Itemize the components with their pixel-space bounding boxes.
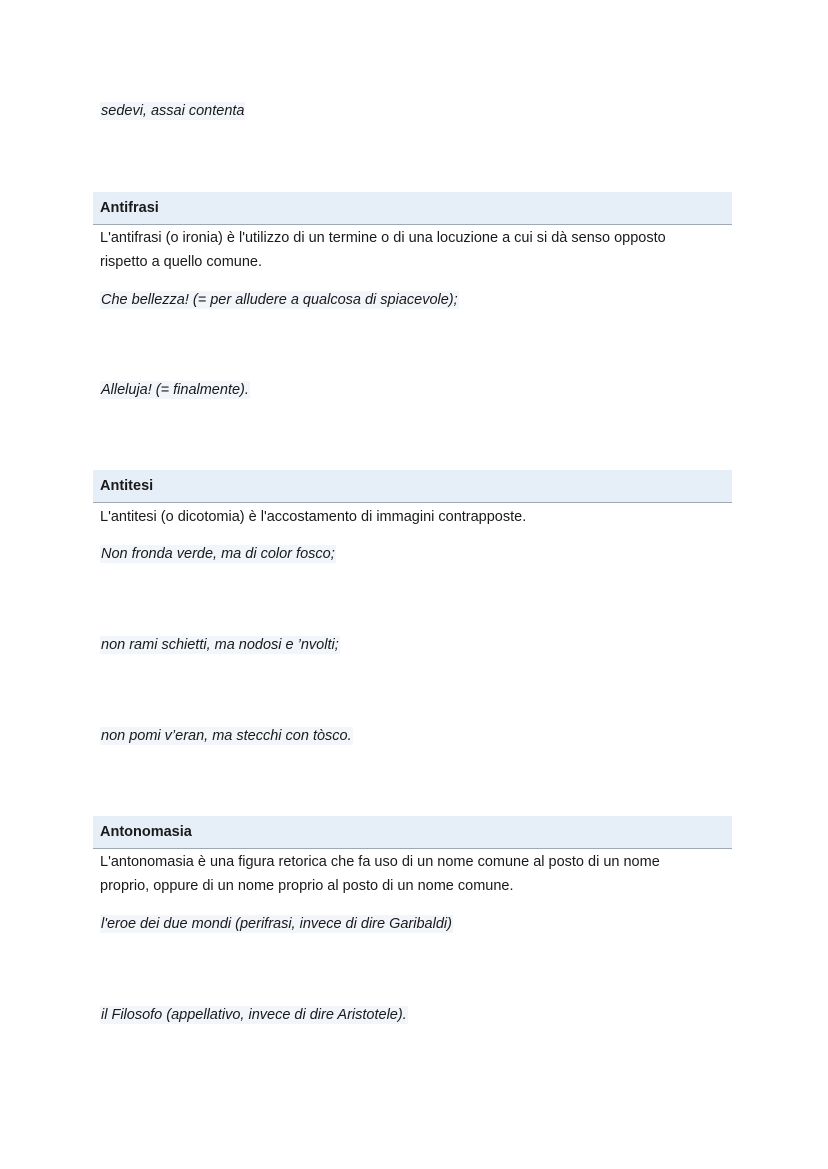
example-text: non pomi v’eran, ma stecchi con tòsco. bbox=[101, 728, 352, 744]
definition-line: L'antonomasia è una figura retorica che fa uso di un nome comune al posto di un nome bbox=[100, 854, 660, 870]
example-line bbox=[100, 1003, 408, 1027]
example-line bbox=[100, 542, 336, 566]
example-text: Non fronda verde, ma di color fosco; bbox=[101, 546, 335, 562]
example-line bbox=[100, 99, 245, 123]
definition-line: L'antitesi (o dicotomia) è l'accostamento di immagini contrapposte. bbox=[100, 509, 527, 525]
example-text: Che bellezza! (= per alludere a qualcosa di spiacevole); bbox=[101, 292, 458, 308]
section-header-antitesi bbox=[93, 470, 732, 503]
example-line bbox=[100, 378, 250, 402]
section-title: Antitesi bbox=[100, 478, 154, 494]
section-header-antifrasi bbox=[93, 192, 732, 225]
example-line bbox=[100, 288, 459, 312]
example-line bbox=[100, 724, 353, 748]
example-text: il Filosofo (appellativo, invece di dire Aristotele). bbox=[101, 1007, 407, 1023]
example-text: l'eroe dei due mondi (perifrasi, invece di dire Garibaldi) bbox=[101, 916, 452, 932]
section-header-antonomasia bbox=[93, 816, 732, 849]
definition-line: rispetto a quello comune. bbox=[100, 254, 263, 270]
section-title: Antonomasia bbox=[100, 824, 192, 840]
example-line bbox=[100, 912, 453, 936]
definition-line: proprio, oppure di un nome proprio al posto di un nome comune. bbox=[100, 878, 514, 894]
definition-line: L'antifrasi (o ironia) è l'utilizzo di un termine o di una locuzione a cui si dà senso opposto bbox=[100, 230, 666, 246]
example-text: non rami schietti, ma nodosi e ’nvolti; bbox=[101, 637, 339, 653]
example-text: sedevi, assai contenta bbox=[101, 103, 245, 119]
section-title: Antifrasi bbox=[100, 200, 159, 216]
example-text: Alleluja! (= finalmente). bbox=[101, 382, 249, 398]
example-line bbox=[100, 633, 340, 657]
